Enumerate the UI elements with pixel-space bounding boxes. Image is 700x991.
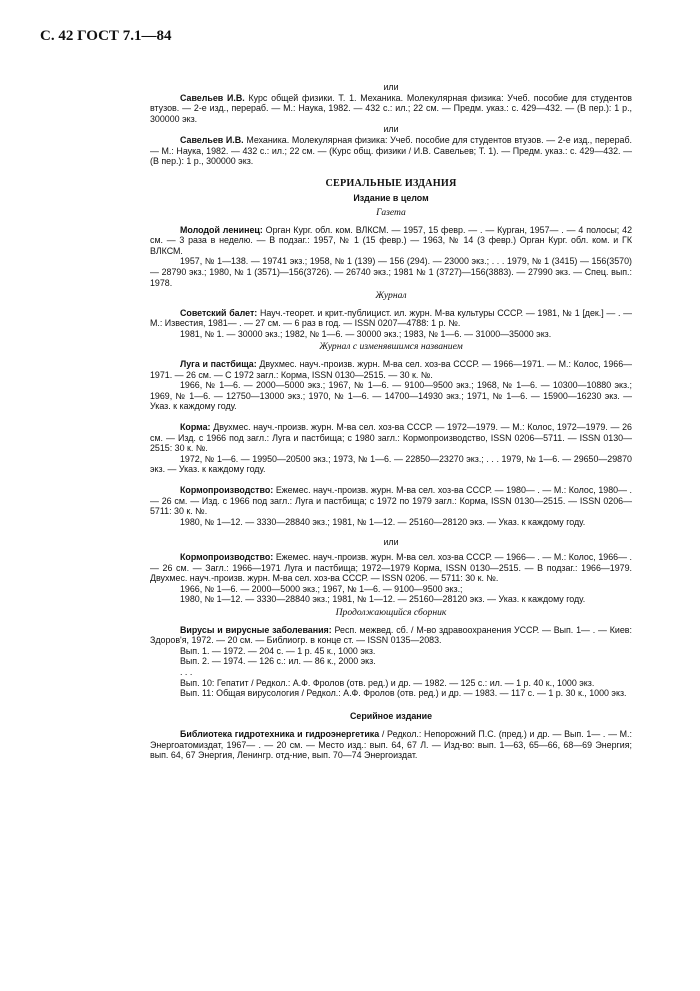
issue-line: Вып. 10: Гепатит / Редкол.: А.Ф. Фролов (отв. ред.) и др. — 1982. — 125 с.: ил. — 1 р. 40 к., 1000 экз. [180, 677, 595, 688]
entry-text: / Редкол.: Непорожний П.С. (пред.) и др. — Вып. 1— . — М.: Энергоатомиздат, 1967— . — 20 см. — Место изд.: вып. 64, 67 Л. — Изд-во: вып. 1—63, 65—66, 68—69 Энергия; вып. 64, 67 Энергия, Ленингр. отд-ние, вып. 70—74 Энергоиздат. [150, 729, 632, 761]
entry-holdings: 1980, № 1—12. — 3330—28840 экз.; 1981, № 1—12. — 25160—28120 экз. — Указ. к каждому году. [180, 516, 586, 527]
entry-sovetsky-balet [150, 308, 632, 329]
entry-text: Науч.-теорет. и крит.-публицист. ил. журн. М-ва культуры СССР. — 1981, № 1 [дек.] — . — М.: Известия, 1981— . — 27 см. — 6 раз в год. — ISSN 0207—4788: 1 р. №. [150, 307, 632, 329]
entry-holdings: 1957, № 1—138. — 19741 экз.; 1958, № 1 (139) — 156 (294). — 23000 экз.; . . . 1979, № 1 (3415) — 156(3570) — 28790 экз.; 1980, № 1 (3571)—156(3726). — 26740 экз.; 1981 № 1 (3727)—156(3883). — 27990 экз. — Спец. вып.: 1978. [150, 256, 632, 288]
ellipsis-line: . . . [180, 666, 193, 677]
genre-journal: Журнал [375, 290, 407, 302]
entry-heading: Библиотека гидротехника и гидроэнергетика [180, 729, 380, 740]
issue-line: Вып. 2. — 1974. — 126 с.: ил. — 86 к., 2000 экз. [180, 656, 376, 667]
entry-biblioteka-gidrotekhnika [150, 729, 632, 761]
genre-newspaper: Газета [376, 206, 406, 218]
entry-heading: Молодой ленинец: [180, 224, 263, 235]
entry-text: Курс общей физики. Т. 1. Механика. Молекулярная физика: Учеб. пособие для студентов втузов. — 2-е изд., перераб. — М.: Наука, 1982. — 432 с.: ил.; 22 см. — Предм. указ.: с. 429—432. — (В пер.): 1 р., 300000 экз. [150, 92, 633, 124]
entry-kormoproizvodstvo-2 [150, 552, 632, 584]
entry-holdings: 1972, № 1—6. — 19950—20500 экз.; 1973, № 1—6. — 22850—23270 экз.; . . . 1979, № 1—6. — 29650—29870 экз. — Указ. к каждому году. [150, 453, 632, 475]
entry-virusy [150, 625, 632, 646]
or-separator: или [383, 537, 399, 548]
entry-holdings: 1966, № 1—6. — 2000—5000 экз.; 1967, № 1—6. — 9100—9500 экз.; [180, 583, 463, 594]
entry-savelev-1 [150, 93, 632, 125]
entry-heading: Савельев И.В. [180, 134, 244, 145]
entry-heading: Савельев И.В. [180, 92, 245, 103]
entry-holdings: 1966, № 1—6. — 2000—5000 экз.; 1967, № 1—6. — 9100—9500 экз.; 1968, № 1—6. — 10300—10880 экз.; 1969, № 1—6. — 12750—13000 экз.; 1970, № 1—6. — 14700—14930 экз.; 1971, № 1—6. — 15900—16230 экз. — Указ. к каждому году. [150, 380, 632, 412]
entry-kormoproizvodstvo-1 [150, 485, 632, 517]
entry-text: Механика. Молекулярная физика: Учеб. пособие для студентов втузов. — 2-е изд., перераб. — М.: Наука, 1982. — 432 с.: ил.; 22 см. — (Курс общ. физики / И.В. Савельев; Т. 1). — Предм. указ.: с. 429—432. — (В пер.): 1 р., 300000 экз. [150, 134, 632, 167]
entry-text: Ежемес. науч.-произв. журн. М-ва сел. хоз-ва СССР. — 1980— . — М.: Колос, 1980— . — 26 см. — Изд. с 1966 под загл.: Луга и пастбища; с 1972 по 1979 загл.: Корма, ISSN 0130—2515. — ISSN 0206—5711: 30 к. №. [150, 485, 632, 517]
entry-savelev-2 [150, 135, 632, 167]
entry-molodoy-leninets [150, 225, 632, 257]
entry-heading: Советский балет: [180, 307, 258, 318]
issue-line: Вып. 11: Общая вирусология / Редкол.: А.Ф. Фролов (отв. ред.) и др. — 1983. — 117 с. — 1 р. 30 к., 1000 экз. [180, 688, 627, 699]
subsection-whole-edition: Издание в целом [353, 193, 429, 204]
entry-heading: Вирусы и вирусные заболевания: [180, 624, 332, 635]
genre-journal-renamed: Журнал с изменявшимся названием [319, 341, 463, 353]
entry-heading: Кормопроизводство: [180, 485, 274, 495]
or-separator: или [383, 82, 399, 92]
genre-continuing-collection: Продолжающийся сборник [335, 606, 447, 618]
entry-heading: Луга и пастбища: [180, 359, 257, 370]
entry-holdings: 1980, № 1—12. — 3330—28840 экз.; 1981, № 1—12. — 25160—28120 экз. — Указ. к каждому году. [180, 594, 586, 605]
entry-text: Ежемес. науч.-произв. журн. М-ва сел. хоз-ва СССР. — 1966— . — М.: Колос, 1966— . — 26 см. — Загл.: 1966—1971 Луга и пастбища; 1972—1979 Корма, ISSN 0130—2515. — В подзаг.: 1966—1979. Двухмес. науч.-произв. журн. М-ва сел. хоз-ва СССР. — ISSN 0206. — 5711: 30 к. №. [150, 551, 632, 584]
section-title-serial: СЕРИАЛЬНЫЕ ИЗДАНИЯ [325, 177, 457, 189]
entry-heading: Кормопроизводство: [180, 551, 274, 562]
entry-text: Двухмес. науч.-произв. журн. М-ва сел. хоз-ва СССР. — 1966—1971. — М.: Колос, 1966—1971. — 26 см. — С 1972 загл.: Корма, ISSN 0130—2515. — 30 к. №. [150, 359, 633, 380]
entry-korma [150, 422, 632, 454]
page-header: С. 42 ГОСТ 7.1—84 [40, 28, 172, 44]
entry-text: Орган Кург. обл. ком. ВЛКСМ. — 1957, 15 февр. — . — Курган, 1957— . — 4 полосы; 42 см. — 3 раза в неделю. — В подзаг.: 1957, № 1 (15 февр.) — 1963, № 14 (3 февр.) Орган Кург. обл. ком. и ГК ВЛКСМ. [150, 224, 633, 256]
entry-text: Двухмес. науч.-произв. журн. М-ва сел. хоз-ва СССР. — 1972—1979. — М.: Колос, 1972—1979. — 26 см. — Изд. с 1966 под загл.: Луга и пастбища; с 1980 загл.: Кормопроизводство, ISSN 0206—5711. — ISSN 0130—2515: 30 к. №. [150, 422, 632, 454]
entry-holdings: 1981, № 1. — 30000 экз.; 1982, № 1—6. — 30000 экз.; 1983, № 1—6. — 31000—35000 экз. [180, 328, 552, 339]
entry-luga-pastbishcha [150, 359, 632, 380]
issue-line: Вып. 1. — 1972. — 204 с. — 1 р. 45 к., 1000 экз. [180, 645, 376, 656]
subsection-serial-edition: Серийное издание [349, 710, 433, 721]
entry-heading: Корма: [180, 422, 211, 433]
entry-text: Респ. межвед. сб. / М-во здравоохранения УССР. — Вып. 1— . — Киев: Здоров'я, 1972. — 20 см. — Библиогр. в конце ст. — ISSN 0135—2083. [150, 624, 632, 646]
document-body [150, 82, 632, 761]
or-separator: или [383, 124, 399, 135]
